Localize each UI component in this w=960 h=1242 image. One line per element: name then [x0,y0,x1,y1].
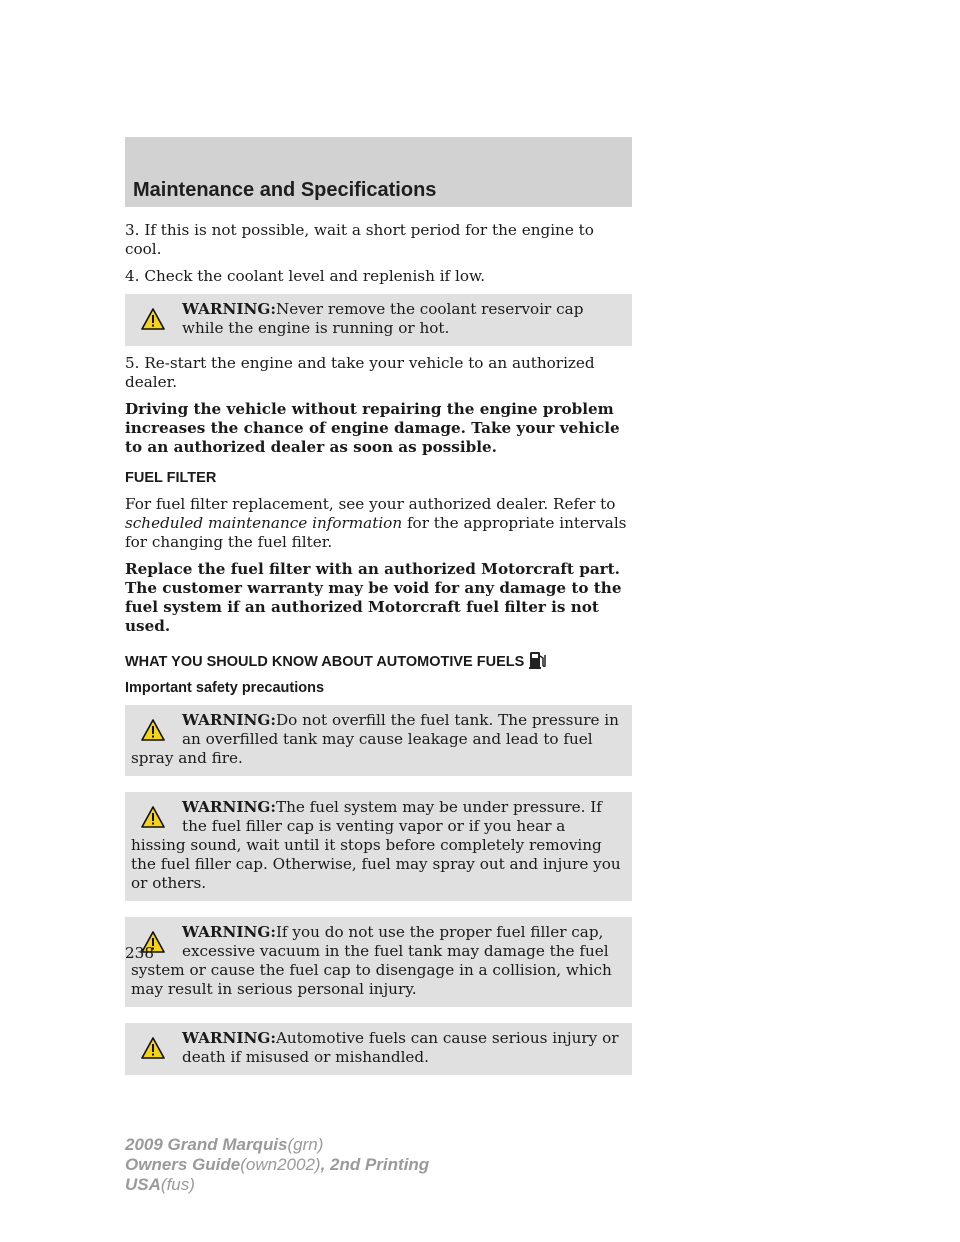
fuel-filter-notice: Replace the fuel filter with an authorized Motorcraft part. The customer warranty may be void for any damage to the fuel system if an authorized Motorcraft fuel filter is not used. [125,560,622,635]
footer-guide: Owners Guide [125,1155,241,1174]
warning-triangle-icon [141,719,165,741]
footer-line-market [125,1175,429,1195]
footer-model-code: (grn) [287,1135,324,1154]
footer-line-model [125,1135,429,1155]
section-header [125,137,632,207]
fuel-filter-outro: for the appropriate intervals for changing the fuel filter. [125,514,627,551]
fuels-heading [125,648,632,671]
warning-text: The fuel system may be under pressure. If the fuel filler cap is venting vapor or if you hear a hissing sound, wait until it stops before completely removing the fuel filler cap. Otherwise, fuel may spray out and injure you or others. [131,798,621,892]
fuels-heading-text: WHAT YOU SHOULD KNOW ABOUT AUTOMOTIVE FUELS [125,654,525,670]
footer-printing: , 2nd Printing [320,1155,430,1174]
warning-pressure [125,792,632,901]
warning-label: WARNING: [182,798,276,816]
warning-filler-cap [125,917,632,1007]
warning-label: WARNING: [182,711,276,729]
footer-model: 2009 Grand Marquis [125,1135,288,1154]
footer-market: USA [125,1175,161,1194]
warning-label: WARNING: [182,1029,276,1047]
warning-overfill [125,705,632,776]
warning-automotive-fuels [125,1023,632,1075]
warning-label: WARNING: [182,923,276,941]
step-3: 3. If this is not possible, wait a short period for the engine to cool. [125,221,594,258]
warning-triangle-icon [141,806,165,828]
footer-line-guide [125,1155,429,1175]
page-number: 238 [125,944,154,962]
fuel-filter-heading: FUEL FILTER [125,470,217,486]
fuel-filter-paragraph [125,495,632,552]
step-5: 5. Re-start the engine and take your vehicle to an authorized dealer. [125,354,595,391]
footer-market-code: (fus) [160,1175,195,1194]
fuel-filter-intro: For fuel filter replacement, see your authorized dealer. Refer to [125,495,616,513]
step-4: 4. Check the coolant level and replenish if low. [125,267,486,285]
warning-text: If you do not use the proper fuel filler cap, excessive vacuum in the fuel tank may damage the fuel system or cause the fuel cap to disengage in a collision, which may result in serious personal injury. [131,923,612,998]
section-title: Maintenance and Specifications [133,179,437,201]
warning-coolant [125,294,632,346]
warning-text: Automotive fuels can cause serious injury or death if misused or mishandled. [182,1029,619,1066]
warning-label: WARNING: [182,300,276,318]
document-footer [125,1135,429,1195]
warning-text: Never remove the coolant reservoir cap while the engine is running or hot. [182,300,584,337]
warning-triangle-icon [141,1037,165,1059]
fuel-pump-icon [528,648,548,670]
page-content [125,221,632,1083]
footer-guide-code: (own2002) [240,1155,321,1174]
scheduled-maintenance-reference: scheduled maintenance information [125,514,403,532]
warning-triangle-icon [141,308,165,330]
warning-text: Do not overfill the fuel tank. The pressure in an overfilled tank may cause leakage and lead to fuel spray and fire. [131,711,619,767]
engine-notice: Driving the vehicle without repairing the engine problem increases the chance of engine damage. Take your vehicle to an authorized dealer as soon as possible. [125,400,620,456]
safety-precautions-heading: Important safety precautions [125,680,325,696]
